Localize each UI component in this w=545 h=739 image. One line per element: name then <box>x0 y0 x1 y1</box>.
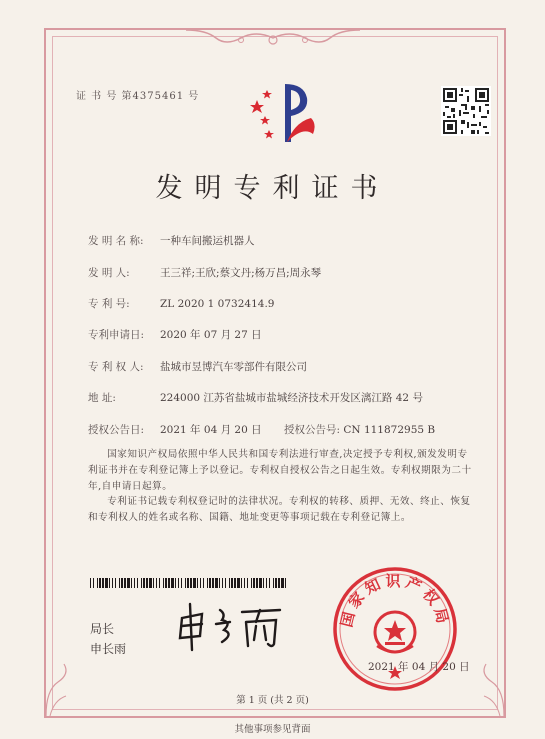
qr-code-icon <box>441 86 491 136</box>
seal-date: 2021 年 04 月 20 日 <box>368 661 470 673</box>
signature-icon <box>176 600 286 654</box>
seal-text: 国家知识产权局 <box>337 572 453 629</box>
field-grant-number <box>284 422 435 437</box>
page-title: 发明专利证书 <box>155 173 390 204</box>
barcode-icon <box>90 578 286 588</box>
field-value: 盐城市昱博汽车零部件有限公司 <box>160 361 307 373</box>
field-grant-info <box>88 422 468 437</box>
cnipa-logo-icon <box>247 82 323 144</box>
bottom-ornament-icon <box>476 660 506 718</box>
director-title: 局长 <box>90 622 115 636</box>
field-value: 2021 年 04 月 20 日 <box>160 424 262 436</box>
field-address <box>88 390 423 405</box>
field-label: 地 址: <box>88 392 116 404</box>
field-label: 专利申请日: <box>88 329 145 341</box>
statement-paragraph-1: 国家知识产权局依照中华人民共和国专利法进行审查,决定授予专利权,颁发发明专利证书并在专利登记簿上予以登记。专利权自授权公告之日起生效。专利权期限为二十年,自申请日起算。 <box>88 449 472 492</box>
field-value: 224000 江苏省盐城市盐城经济技术开发区漓江路 42 号 <box>160 392 423 404</box>
field-value: CN 111872955 B <box>343 424 436 436</box>
field-value: 2020 年 07 月 27 日 <box>160 329 262 341</box>
field-value: ZL 2020 1 0732414.9 <box>160 298 275 310</box>
statement-paragraph-2: 专利证书记载专利权登记时的法律状况。专利权的转移、质押、无效、终止、恢复和专利权人的姓名或名称、国籍、地址变更等事项记载在专利登记簿上。 <box>88 496 471 523</box>
field-filing-date <box>88 327 262 342</box>
field-patent-number <box>88 296 274 311</box>
field-label: 授权公告日: <box>88 424 145 436</box>
page-indicator: 第 1 页 (共 2 页) <box>236 695 309 706</box>
field-value: 王三祥;王欣;蔡文丹;杨万昌;周永琴 <box>160 267 322 279</box>
field-label: 授权公告号: <box>284 424 341 436</box>
director-name: 申长雨 <box>90 642 127 656</box>
field-inventors <box>88 265 321 280</box>
top-ornament-icon <box>186 28 360 48</box>
field-invention-name <box>88 233 255 248</box>
bottom-ornament-icon <box>44 660 74 718</box>
field-label: 发 明 名 称: <box>88 235 144 247</box>
footer-note: 其他事项参见背面 <box>234 724 311 735</box>
field-label: 发 明 人: <box>88 267 130 279</box>
field-label: 专 利 权 人: <box>88 361 144 373</box>
certificate-number: 证 书 号 第4375461 号 <box>76 91 200 102</box>
field-patentee <box>88 359 307 374</box>
field-label: 专 利 号: <box>88 298 130 310</box>
field-value: 一种车间搬运机器人 <box>160 235 255 247</box>
